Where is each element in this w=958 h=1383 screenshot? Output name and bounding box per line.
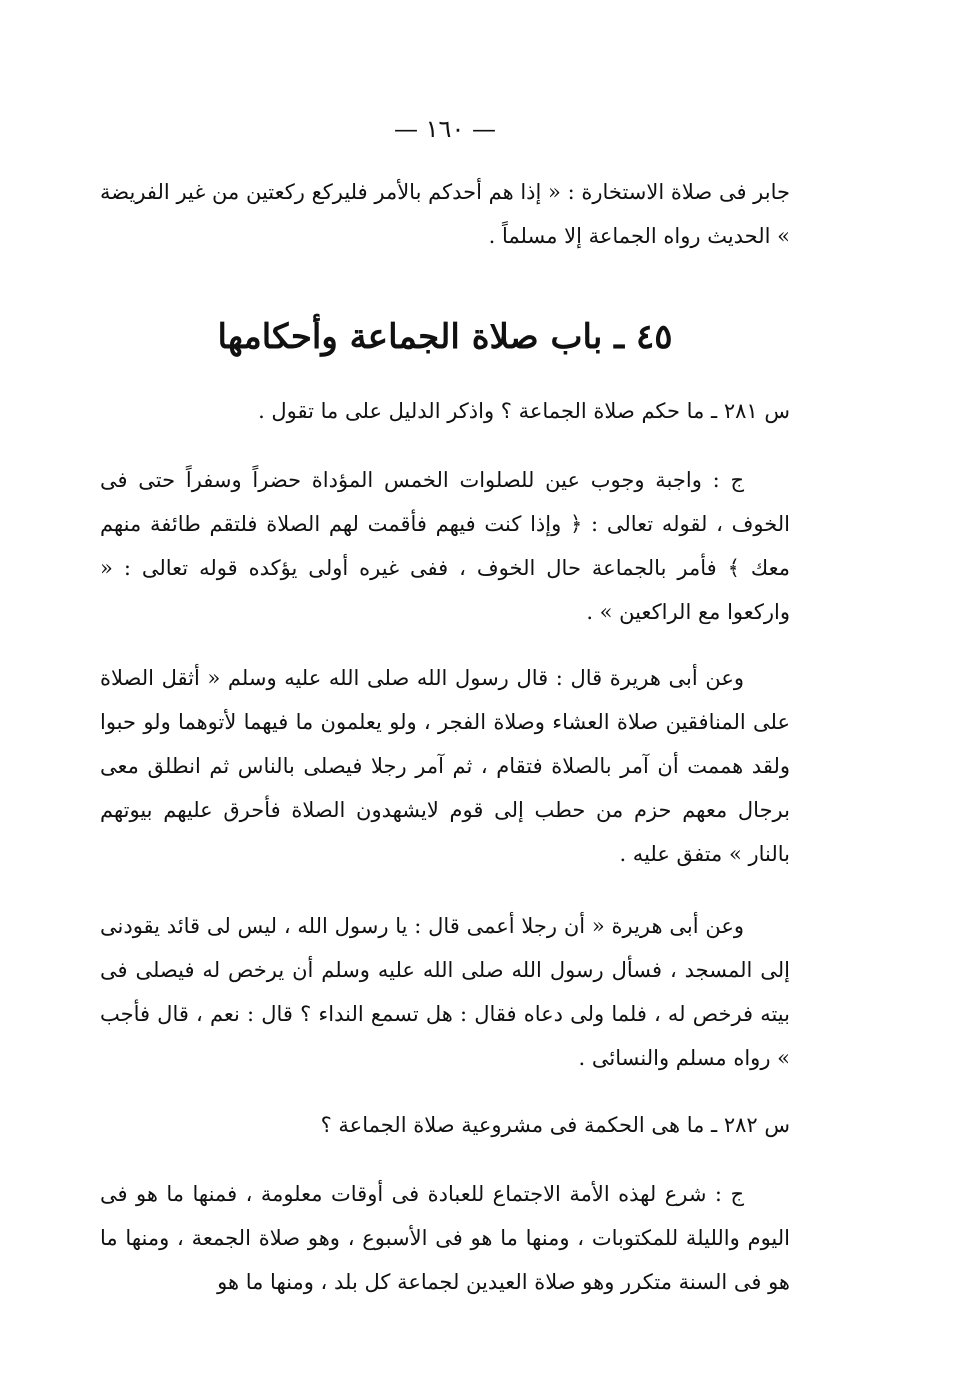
question-282: س ٢٨٢ ـ ما هى الحكمة فى مشروعية صلاة الجماعة ؟ xyxy=(320,1113,790,1137)
question-281: س ٢٨١ ـ ما حكم صلاة الجماعة ؟ واذكر الدليل على ما تقول . xyxy=(258,399,790,423)
intro-paragraph: جابر فى صلاة الاستخارة : « إذا هم أحدكم بالأمر فليركع ركعتين من غير الفريضة » الحديث رواه الجماعة إلا مسلماً . xyxy=(100,180,790,248)
page-number: — ١٦٠ — xyxy=(394,115,496,143)
chapter-heading: ٤٥ ـ باب صلاة الجماعة وأحكامها xyxy=(217,317,673,357)
hadith-paragraph-2: وعن أبى هريرة « أن رجلا أعمى قال : يا رسول الله ، ليس لى قائد يقودنى إلى المسجد ، فسأل رسول الله صلى الله عليه وسلم أن يرخص له فيصلى فى بيته فرخص له ، فلما ولى دعاه فقال : هل تسمع النداء ؟ قال : نعم ، قال فأجب » رواه مسلم والنسائى . xyxy=(100,914,790,1070)
book-page xyxy=(100,0,790,1383)
answer-281: ج : واجبة وجوب عين للصلوات الخمس المؤداة حضراً وسفراً حتى فى الخوف ، لقوله تعالى : ﴿ وإذا كنت فيهم فأقمت لهم الصلاة فلتقم طائفة منهم معك ﴾ فأمر بالجماعة حال الخوف ، ففى غيره أولى يؤكده قوله تعالى : « واركعوا مع الراكعين » . xyxy=(100,468,790,624)
answer-282: ج : شرع لهذه الأمة الاجتماع للعبادة فى أوقات معلومة ، فمنها ما هو فى اليوم والليلة للمكتوبات ، ومنها ما هو فى الأسبوع ، وهو صلاة الجمعة ، ومنها ما هو فى السنة متكرر وهو صلاة العيدين لجماعة كل بلد ، ومنها ما هو xyxy=(100,1182,790,1294)
hadith-paragraph-1: وعن أبى هريرة قال : قال رسول الله صلى الله عليه وسلم « أثقل الصلاة على المنافقين صلاة العشاء وصلاة الفجر ، ولو يعلمون ما فيهما لأتوهما ولو حبوا ولقد هممت أن آمر بالصلاة فتقام ، ثم آمر رجلا فيصلى بالناس ثم انطلق معى برجال معهم حزم من حطب إلى قوم لايشهدون الصلاة فأحرق عليهم بيوتهم بالنار » متفق عليه . xyxy=(100,666,791,866)
